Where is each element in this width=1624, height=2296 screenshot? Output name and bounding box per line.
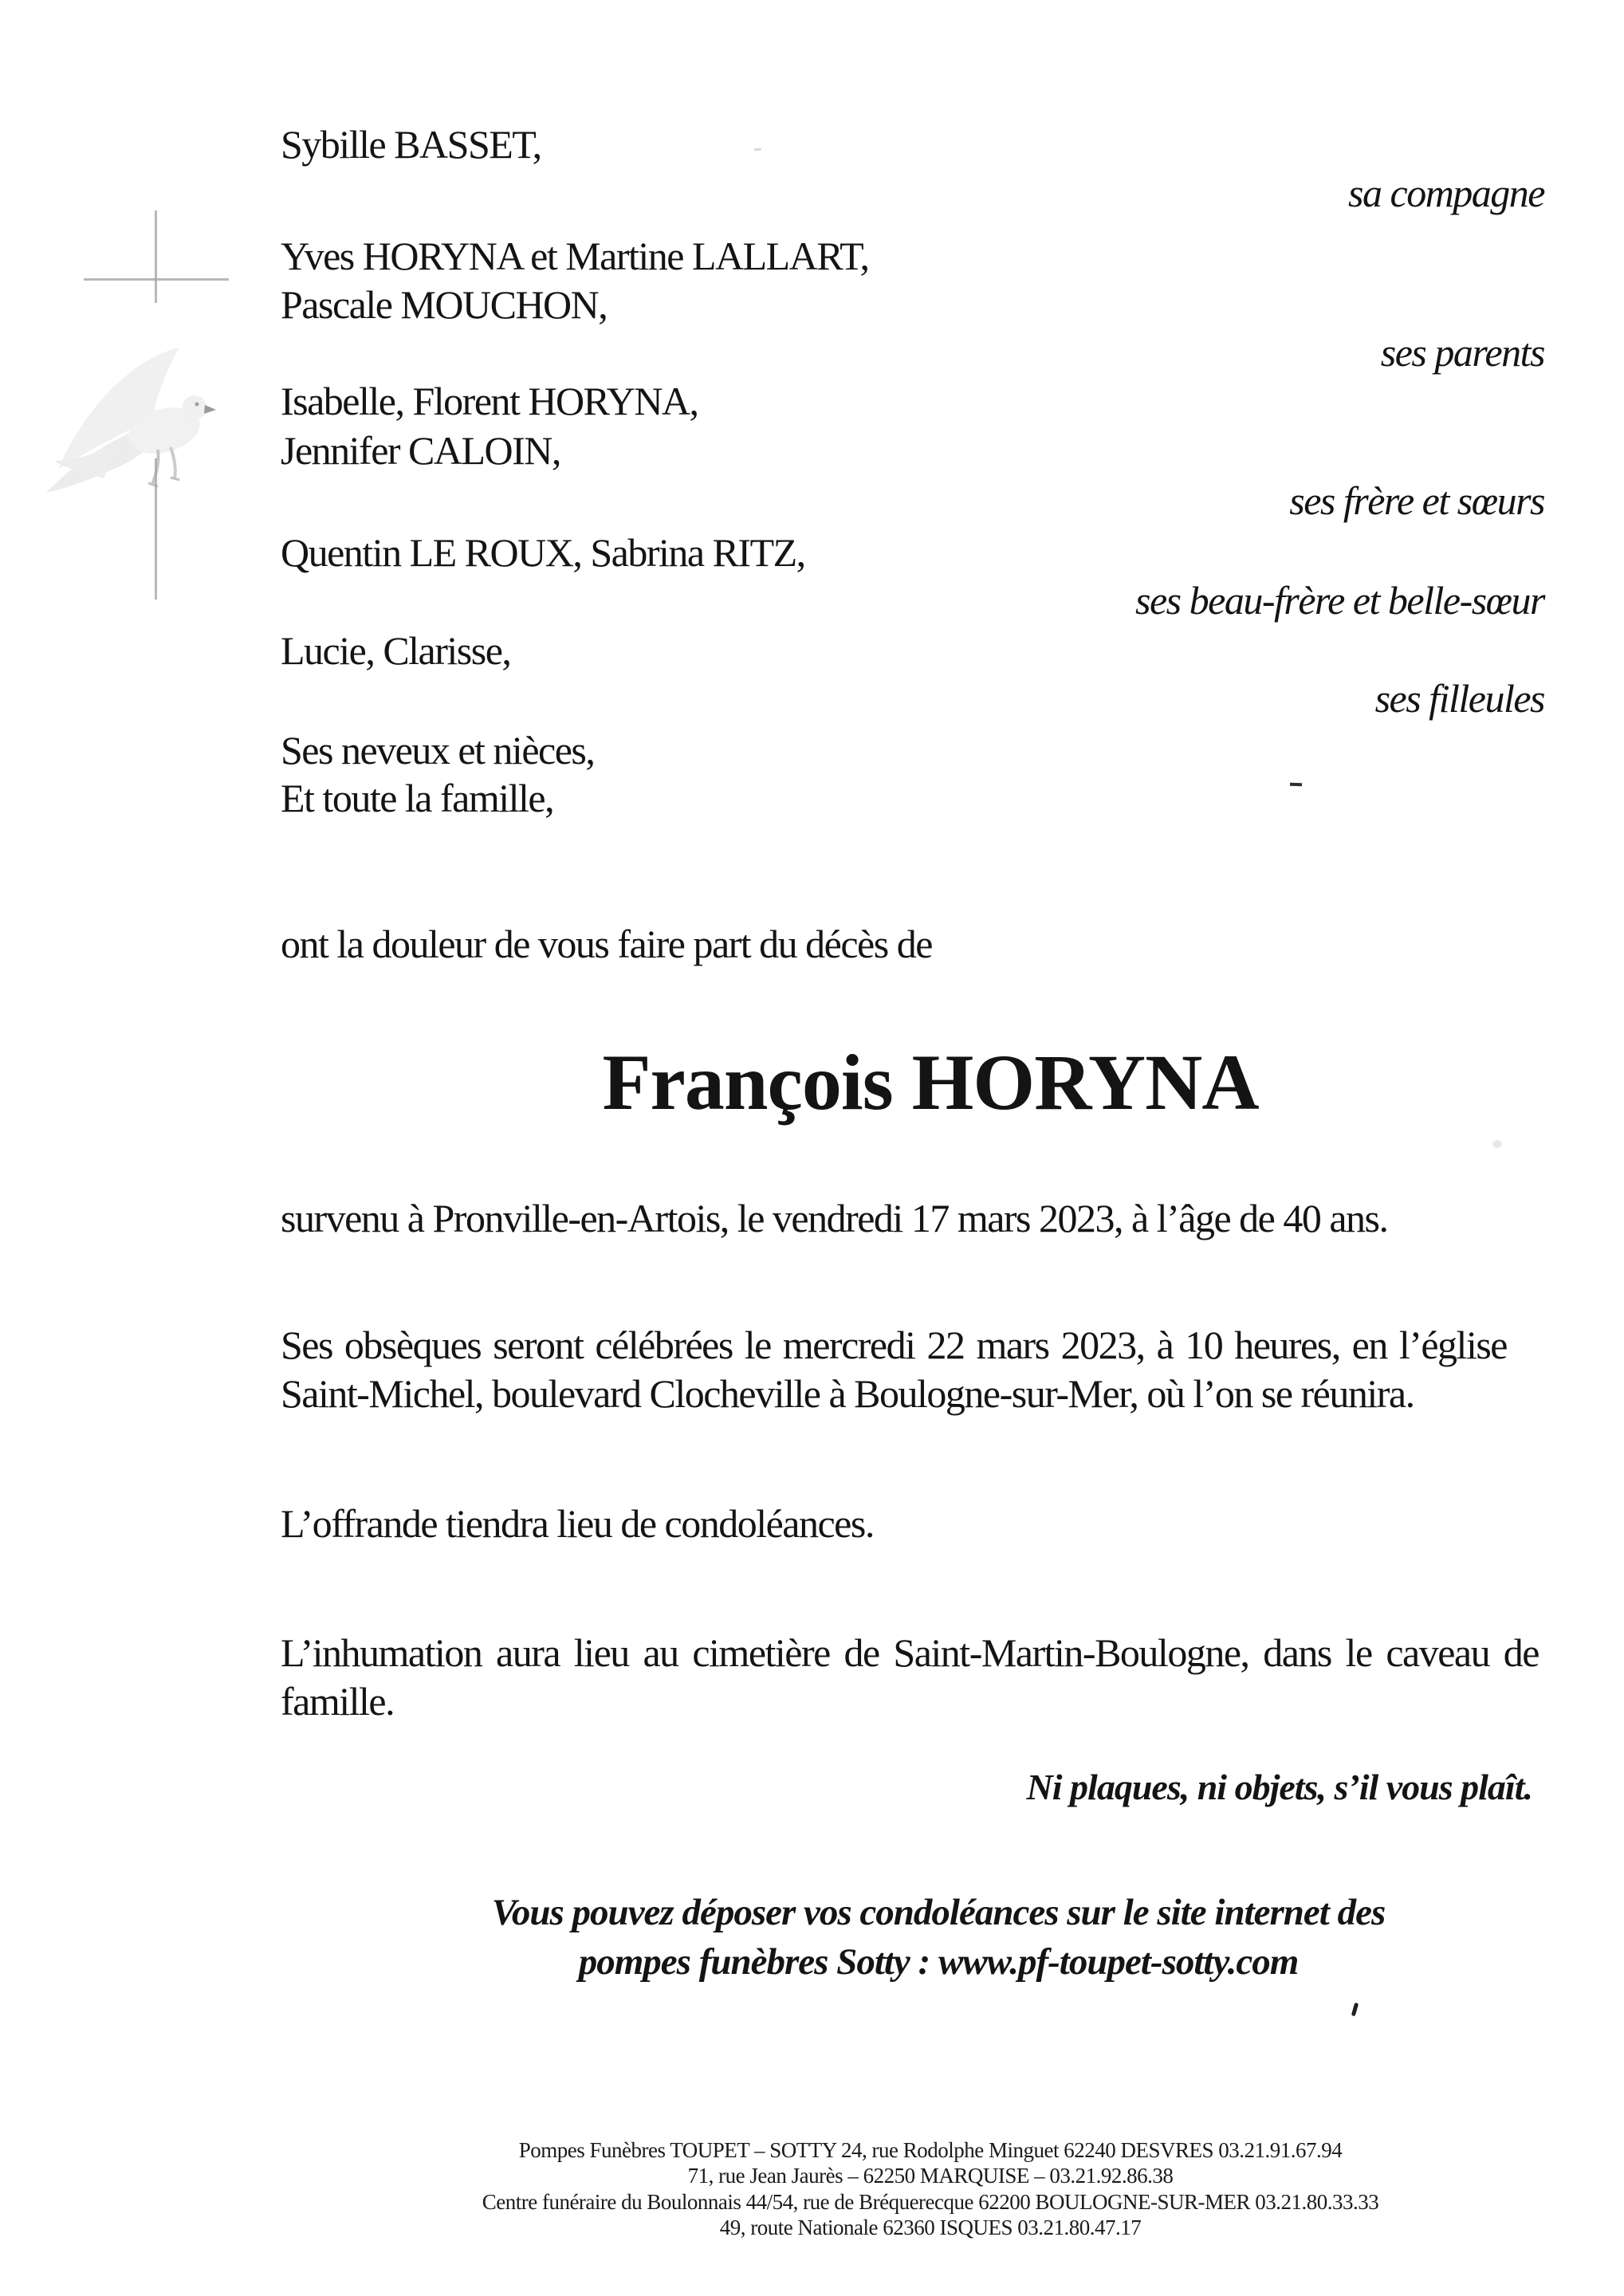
condolences-website-line: pompes funèbres Sotty : www.pf-toupet-sotty.com: [578, 1941, 1299, 1983]
family-names-line: Isabelle, Florent HORYNA,: [281, 379, 698, 423]
cross-icon: [155, 458, 157, 600]
family-names-line: Quentin LE ROUX, Sabrina RITZ,: [281, 530, 805, 575]
deceased-name-title: François HORYNA: [602, 1038, 1259, 1126]
family-names-line: Pascale MOUCHON,: [281, 282, 608, 327]
footer-address-line: 49, route Nationale 62360 ISQUES 03.21.80.47.17: [719, 2215, 1142, 2239]
scan-artifact: [1492, 1140, 1502, 1148]
death-details-line: survenu à Pronville-en-Artois, le vendredi 17 mars 2023, à l’âge de 40 ans.: [281, 1196, 1388, 1240]
announcement-intro: ont la douleur de vous faire part du décès de: [281, 922, 932, 966]
scan-artifact: [1290, 783, 1302, 787]
ceremony-line: Saint-Michel, boulevard Clocheville à Boulogne-sur-Mer, où l’on se réunira.: [281, 1371, 1414, 1416]
footer-address-line: Centre funéraire du Boulonnais 44/54, rue de Bréquerecque 62200 BOULOGNE-SUR-MER 03.21.80.33.33: [482, 2190, 1379, 2214]
condolences-website-line: Vous pouvez déposer vos condoléances sur le site internet des: [491, 1892, 1386, 1933]
burial-line: famille.: [281, 1679, 395, 1724]
relation-label: ses frère et sœurs: [1289, 478, 1544, 523]
family-names-line: Jennifer CALOIN,: [281, 428, 560, 473]
burial-line: L’inhumation aura lieu au cimetière de Saint-Martin-Boulogne, dans le caveau de: [281, 1630, 1539, 1675]
no-plaques-request: Ni plaques, ni objets, s’il vous plaît.: [1026, 1767, 1532, 1807]
family-names-line: Yves HORYNA et Martine LALLART,: [281, 234, 869, 278]
offering-line: L’offrande tiendra lieu de condoléances.: [281, 1501, 874, 1546]
dove-icon: [38, 341, 222, 513]
relation-label: ses filleules: [1374, 676, 1544, 721]
relation-label: ses beau-frère et belle-sœur: [1135, 578, 1544, 623]
scan-artifact: [1351, 2003, 1359, 2017]
footer-address-line: Pompes Funèbres TOUPET – SOTTY 24, rue Rodolphe Minguet 62240 DESVRES 03.21.91.67.94: [518, 2138, 1343, 2162]
ceremony-line: Ses obsèques seront célébrées le mercredi 22 mars 2023, à 10 heures, en l’église: [281, 1323, 1507, 1367]
cross-icon: [155, 210, 157, 303]
family-names-line: Sybille BASSET,: [281, 122, 541, 167]
cross-icon: [84, 278, 229, 281]
family-names-line: Et toute la famille,: [281, 776, 554, 820]
footer-address-line: 71, rue Jean Jaurès – 62250 MARQUISE – 03.21.92.86.38: [687, 2164, 1174, 2188]
family-names-line: Lucie, Clarisse,: [281, 628, 511, 673]
relation-label: ses parents: [1380, 330, 1544, 375]
scan-artifact: [754, 148, 761, 151]
family-names-line: Ses neveux et nièces,: [281, 728, 595, 773]
relation-label: sa compagne: [1348, 171, 1544, 215]
